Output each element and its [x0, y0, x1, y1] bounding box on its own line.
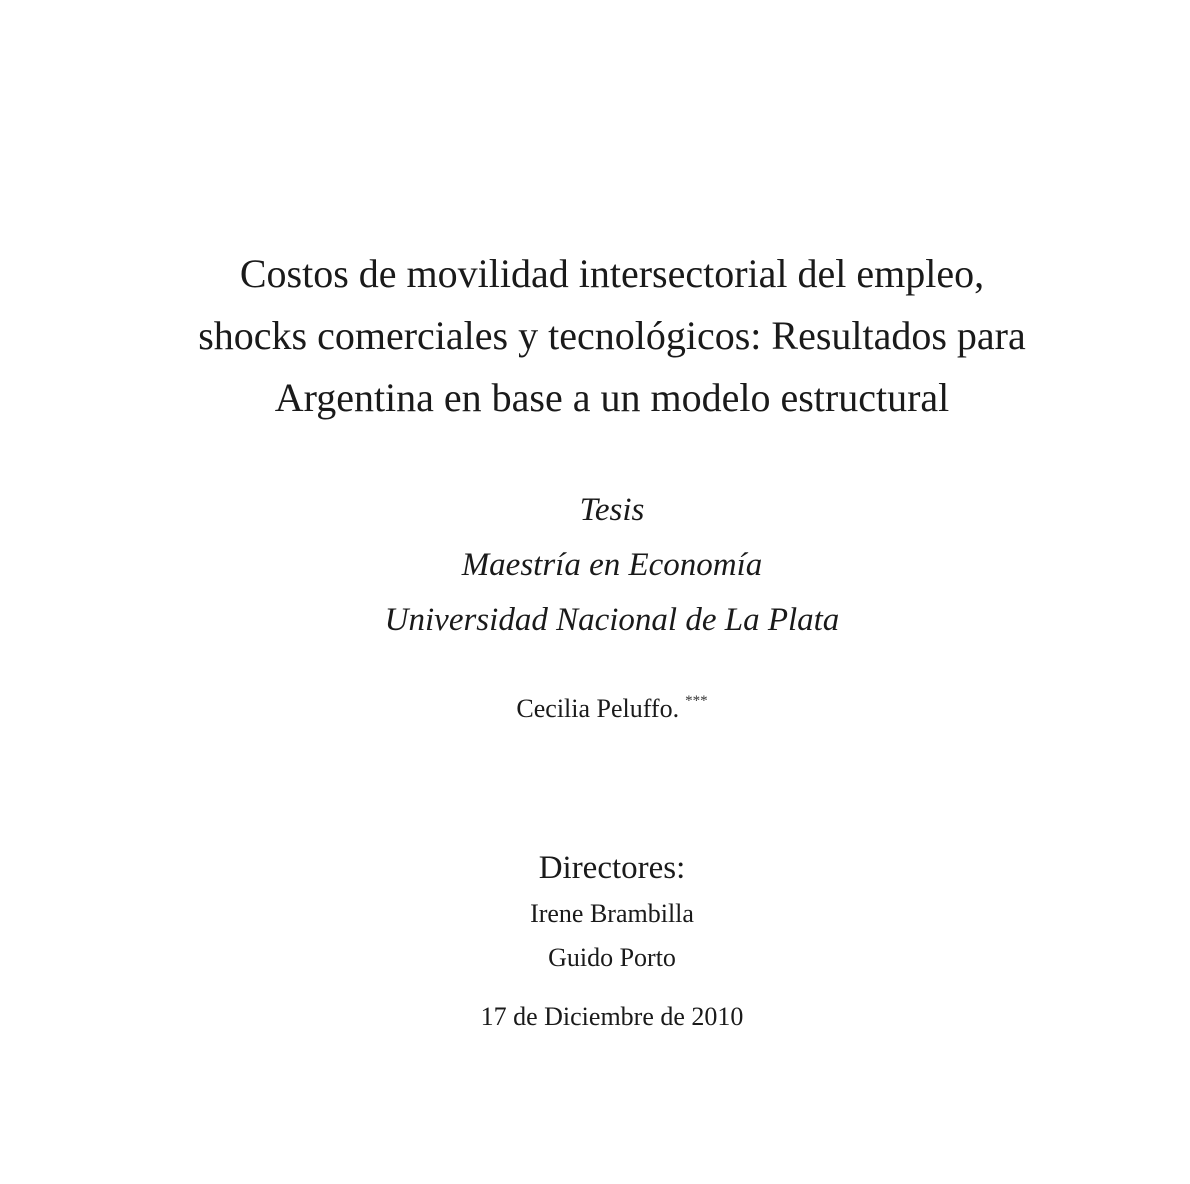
author-line [0, 684, 1190, 726]
thesis-type: Tesis [579, 492, 645, 528]
degree-name: Maestría en Economía [461, 547, 763, 583]
title-line-1: Costos de movilidad intersectorial del empleo, [239, 251, 985, 296]
director-name: Irene Brambilla [530, 899, 694, 928]
university-name: Universidad Nacional de La Plata [384, 602, 840, 638]
thesis-date: 17 de Diciembre de 2010 [480, 1002, 744, 1031]
directors-heading: Directores: [538, 850, 686, 886]
author-footnote-mark: *** [685, 693, 708, 709]
title-line-3: Argentina en base a un modelo estructural [274, 375, 950, 420]
title-line-2: shocks comerciales y tecnológicos: Resultados para [198, 313, 1026, 358]
director-name: Guido Porto [548, 943, 676, 972]
author-name: Cecilia Peluffo. [516, 694, 680, 723]
